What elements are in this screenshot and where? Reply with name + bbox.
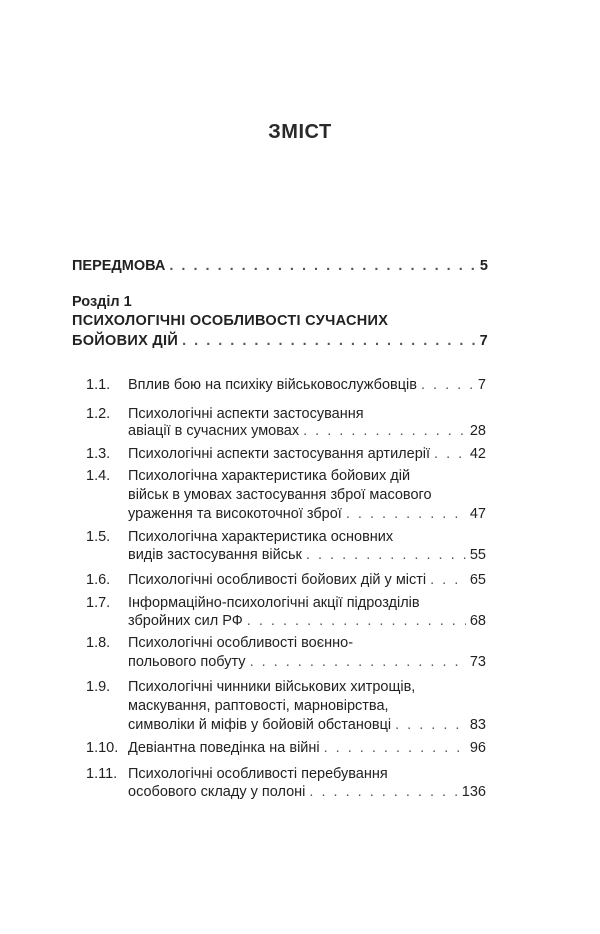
toc-item-number: 1.6. (86, 572, 111, 588)
toc-page-number: 55 (469, 547, 486, 563)
toc-item-text: Психологічна характеристика основних (128, 529, 394, 545)
toc-item-number: 1.5. (86, 529, 111, 545)
toc-item-text: Психологічна характеристика бойових дій (128, 468, 411, 484)
toc-item-text: збройних сил РФ (128, 613, 243, 629)
toc-page-number: 7 (477, 377, 486, 393)
toc-leader-dots (182, 331, 476, 351)
toc-leader-dots (430, 570, 466, 590)
toc-page-number: 28 (469, 423, 486, 439)
toc-item-text: Психологічні аспекти застосування (128, 406, 364, 422)
toc-item[interactable] (128, 715, 486, 735)
toc-item[interactable] (128, 444, 486, 464)
toc-item-text: маскування, раптовості, марновірства, (128, 698, 389, 714)
toc-item-text: військ в умовах застосування зброї масового (128, 487, 432, 503)
toc-leader-dots (250, 652, 466, 672)
toc-leader-dots (306, 545, 466, 565)
toc-item-text: Психологічні особливості воєнно- (128, 635, 354, 651)
toc-page-number: 47 (469, 506, 486, 522)
toc-page-number: 5 (479, 258, 488, 274)
toc-page-number: 68 (469, 613, 486, 629)
toc-page-number: 83 (469, 717, 486, 733)
toc-item-number: 1.8. (86, 635, 111, 651)
toc-item[interactable] (128, 570, 486, 590)
toc-leader-dots (395, 715, 466, 735)
toc-leader-dots (169, 256, 476, 276)
toc-leader-dots (421, 375, 474, 395)
toc-page-number: 7 (479, 333, 488, 349)
toc-page-number: 73 (469, 654, 486, 670)
toc-item-text: Психологічні особливості перебування (128, 766, 388, 782)
toc-item-text: Психологічні чинники військових хитрощів, (128, 679, 416, 695)
toc-item-number: 1.2. (86, 406, 111, 422)
toc-leader-dots (309, 782, 457, 802)
toc-item-text: Девіантна поведінка на війні (128, 740, 320, 756)
toc-item-text: ураження та високоточної зброї (128, 506, 342, 522)
toc-item-number: 1.9. (86, 679, 111, 695)
toc-item-text: Інформаційно-психологічні акції підрозділів (128, 595, 420, 611)
toc-leader-dots (434, 444, 466, 464)
toc-item[interactable] (128, 421, 486, 441)
toc-item-text: Вплив бою на психіку військовослужбовців (128, 377, 417, 393)
toc-page-number: 65 (469, 572, 486, 588)
page-title: ЗМІСТ (268, 121, 332, 143)
toc-item-number: 1.4. (86, 468, 111, 484)
toc-item[interactable] (128, 782, 486, 802)
toc-item-number: 1.10. (86, 740, 119, 756)
toc-item[interactable] (128, 652, 486, 672)
toc-item-text: польового побуту (128, 654, 246, 670)
section-title-line: ПСИХОЛОГІЧНІ ОСОБЛИВОСТІ СУЧАСНИХ (72, 313, 389, 329)
section-title-line: БОЙОВИХ ДІЙ (72, 333, 179, 349)
toc-entry-label: ПЕРЕДМОВА (72, 258, 166, 274)
toc-item-text: авіації в сучасних умовах (128, 423, 300, 439)
toc-item[interactable] (128, 375, 486, 395)
toc-item[interactable] (128, 545, 486, 565)
toc-item-text: видів застосування військ (128, 547, 302, 563)
toc-item[interactable] (128, 504, 486, 524)
toc-page-number: 42 (469, 446, 486, 462)
toc-item-number: 1.11. (86, 766, 118, 782)
toc-item[interactable] (128, 738, 486, 758)
toc-leader-dots (346, 504, 466, 524)
toc-page-number: 136 (461, 784, 486, 800)
toc-page-number: 96 (469, 740, 486, 756)
toc-item-text: Психологічні аспекти застосування артилерії (128, 446, 431, 462)
toc-item-number: 1.7. (86, 595, 111, 611)
toc-item-number: 1.1. (86, 377, 111, 393)
section-label: Розділ 1 (72, 294, 132, 310)
toc-item[interactable] (128, 611, 486, 631)
toc-leader-dots (247, 611, 466, 631)
toc-item-text: символіки й міфів у бойовій обстановці (128, 717, 392, 733)
toc-item-text: Психологічні особливості бойових дій у місті (128, 572, 427, 588)
toc-item-number: 1.3. (86, 446, 111, 462)
toc-item-text: особового складу у полоні (128, 784, 306, 800)
toc-entry-preface[interactable] (72, 256, 488, 276)
toc-leader-dots (324, 738, 466, 758)
toc-leader-dots (303, 421, 466, 441)
toc-entry-section1[interactable] (72, 331, 488, 351)
